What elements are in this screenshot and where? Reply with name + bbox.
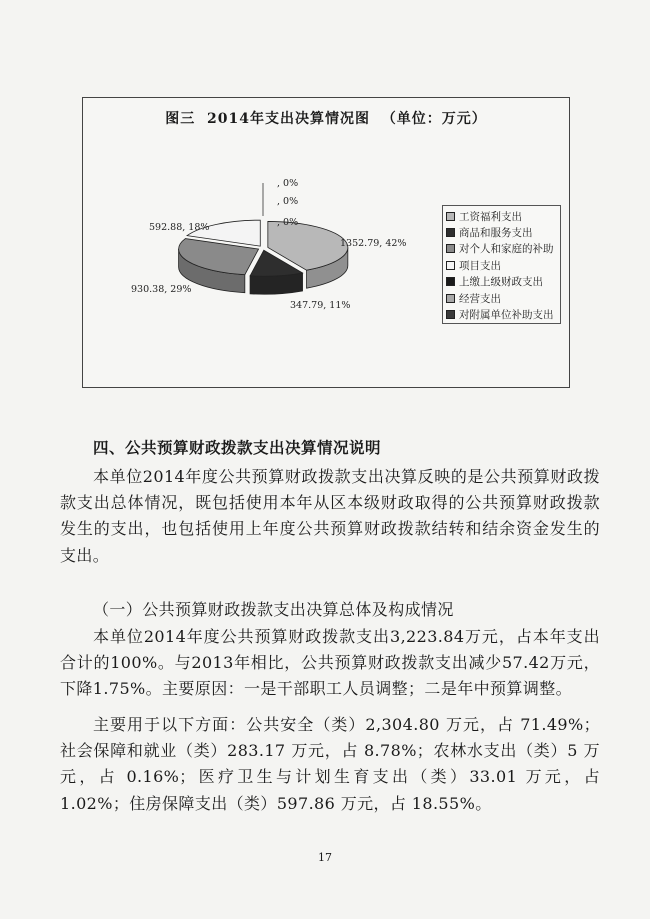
legend-label: 上缴上级财政支出	[459, 276, 543, 289]
slice-data-label: , 0%	[277, 196, 299, 207]
legend-swatch	[446, 310, 455, 319]
legend-item	[446, 290, 560, 306]
legend-label: 工资福利支出	[459, 210, 522, 223]
legend-item	[446, 208, 560, 224]
intro-paragraph: 本单位2014年度公共预算财政拨款支出决算反映的是公共预算财政拨款支出总体情况，既包括使用本年从区本级财政取得的公共预算财政拨款发生的支出，也包括使用上年度公共预算财政拨款结转和结余资金发生的支出。	[60, 467, 600, 565]
slice-data-label: 592.88, 18%	[149, 222, 210, 233]
legend-item	[446, 306, 560, 322]
legend-swatch	[446, 294, 455, 303]
legend-swatch	[446, 228, 455, 237]
slice-data-label: , 0%	[277, 178, 299, 189]
legend-swatch	[446, 261, 455, 270]
breakdown-paragraph: 主要用于以下方面：公共安全（类）2,304.80 万元，占 71.49%；社会保障和就业（类）283.17 万元，占 8.78%；农林水支出（类）5 万元，占 0.16%；医疗卫生与计划生育支出（类）33.01 万元，占 1.02%；住房保障支出（类）597.86 万元，占 18.55%。	[60, 715, 600, 813]
legend-label: 项目支出	[459, 259, 501, 272]
slice-data-label: , 0%	[277, 217, 299, 228]
slice-data-label: 347.79, 11%	[290, 300, 351, 311]
chart-title: 图三 2014年支出决算情况图 （单位：万元）	[165, 111, 487, 127]
legend-swatch	[446, 244, 455, 253]
slice-data-label: 1352.79, 42%	[340, 238, 407, 249]
summary-paragraph: 本单位2014年度公共预算财政拨款支出3,223.84万元，占本年支出合计的100%。与2013年相比，公共预算财政拨款支出减少57.42万元，下降1.75%。主要原因：一是干部职工人员调整；二是年中预算调整。	[60, 627, 600, 699]
subsection-heading: （一）公共预算财政拨款支出决算总体及构成情况	[93, 600, 454, 619]
legend-item	[446, 274, 560, 290]
legend-label: 对附属单位补助支出	[459, 309, 554, 322]
legend-item	[446, 224, 560, 240]
chart-legend	[442, 205, 561, 324]
page-number: 17	[318, 851, 332, 864]
legend-item	[446, 241, 560, 257]
section-heading: 四、公共预算财政拨款支出决算情况说明	[93, 438, 382, 457]
chart-figure	[82, 97, 570, 388]
legend-item	[446, 257, 560, 273]
legend-label: 经营支出	[459, 292, 501, 305]
slice-data-label: 930.38, 29%	[131, 284, 192, 295]
legend-swatch	[446, 212, 455, 221]
legend-label: 对个人和家庭的补助	[459, 243, 554, 256]
legend-label: 商品和服务支出	[459, 227, 533, 240]
legend-swatch	[446, 277, 455, 286]
